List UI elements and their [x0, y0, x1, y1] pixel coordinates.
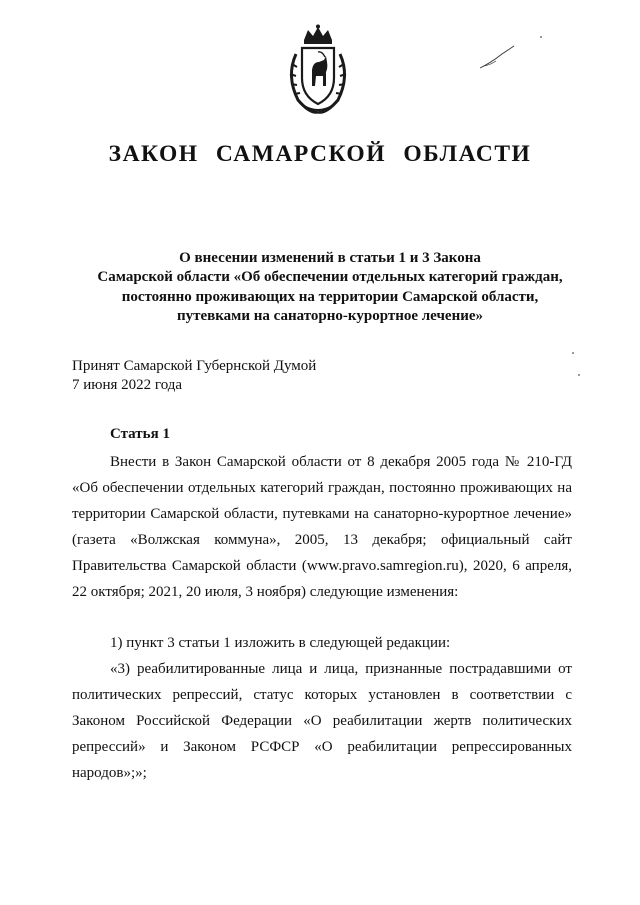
scan-speck: [572, 352, 574, 354]
subject-line: постоянно проживающих на территории Самарской области,: [121, 288, 539, 305]
scan-speck: [578, 374, 580, 376]
law-subject-heading: [40, 249, 620, 327]
quoted-point-3: «3) реабилитированные лица и лица, признанные пострадавшими от политических репрессий, статус которых установлен в соответствии с Законом Российской Федерации «О реабилитации жертв политических репрессий» и Законом РСФСР «О реабилитации репрессированных народов»;»;: [72, 661, 572, 781]
article-quote: [72, 657, 572, 787]
law-title: ЗАКОН САМАРСКОЙ ОБЛАСТИ: [108, 141, 532, 167]
subject-line: О внесении изменений в статьи 1 и 3 Закона: [179, 250, 481, 266]
article-heading: Статья 1: [110, 426, 170, 442]
point-1-text: 1) пункт 3 статьи 1 изложить в следующей редакции:: [110, 635, 451, 651]
scan-speck: [540, 36, 542, 38]
subject-line: Самарской области «Об обеспечении отдельных категорий граждан,: [97, 269, 563, 286]
article-intro: [72, 450, 572, 605]
adoption-date: 7 июня 2022 года: [72, 377, 183, 393]
article-point-1: [72, 631, 572, 657]
subject-line: путевками на санаторно-курортное лечение»: [176, 308, 484, 325]
article-intro-paragraph: Внести в Закон Самарской области от 8 декабря 2005 года № 210-ГД «Об обеспечении отдельных категорий граждан, постоянно проживающих на территории Самарской области, путевками на санаторно-курортное лечение» (газета «Волжская коммуна», 2005, 13 декабря; официальный сайт Правительства Самарской области (www.pravo.samregion.ru), 2020, 6 апреля, 22 октября; 2021, 20 июля, 3 ноября) следующие изменения:: [72, 454, 572, 600]
adopted-by: Принят Самарской Губернской Думой: [72, 358, 317, 374]
pen-mark: [478, 44, 518, 72]
coat-of-arms-emblem: [282, 24, 354, 116]
adoption-note: [72, 357, 316, 395]
